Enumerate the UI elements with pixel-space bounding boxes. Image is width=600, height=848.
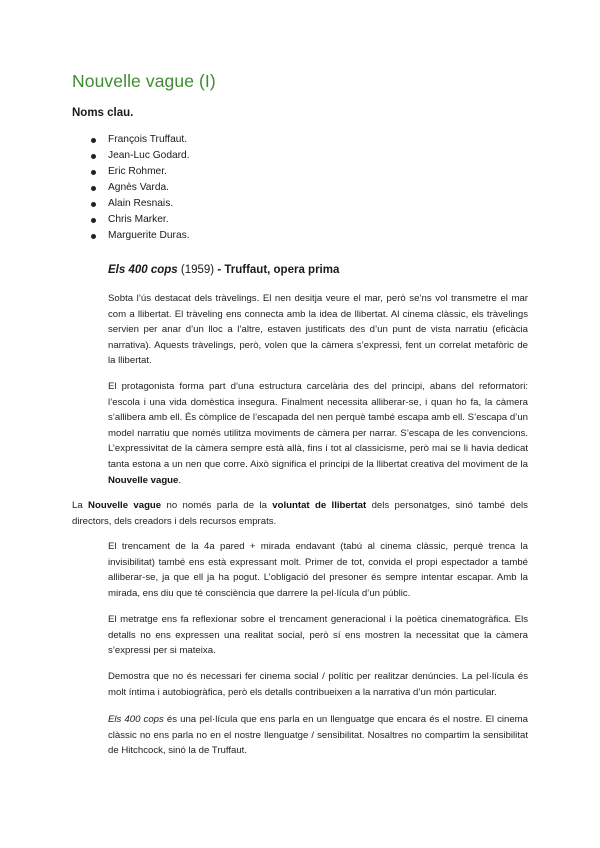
list-item: Jean-Luc Godard. — [90, 148, 190, 164]
film-heading — [108, 264, 339, 276]
bold-term: Nouvelle vague — [88, 500, 162, 511]
list-item: François Truffaut. — [90, 132, 190, 148]
key-names-heading: Noms clau. — [72, 107, 134, 119]
bold-term: voluntat de llibertat — [272, 500, 367, 511]
paragraph-social-cinema: Demostra que no és necessari fer cinema social / polític per realitzar denúncies. La pel·lícula és molt íntima i autobiogràfica, però els detalls contribueixen a la narrativa d’un món particular. — [108, 671, 528, 698]
italic-title: Els 400 cops — [108, 714, 164, 725]
paragraph-end: . — [178, 474, 182, 486]
text-fragment: dels personatges, sinó també dels directors, dels creadors i dels recursos emprats. — [72, 500, 528, 527]
list-item: Alain Resnais. — [90, 196, 190, 212]
list-item: Marguerite Duras. — [90, 228, 190, 244]
list-item: Eric Rohmer. — [90, 164, 190, 180]
paragraph-nouvelle-vague — [72, 498, 528, 529]
text-fragment: és una pel·lícula que ens parla en un llenguatge que encara és el nostre. El cinema clàssic no ens parla no en el nostre llenguatge / sensibilitat. Nosaltres no compartim la sensibilitat de Hitchcock, sinó la de Truffaut. — [108, 714, 528, 757]
film-subtitle: - Truffaut, opera prima — [214, 264, 340, 276]
paragraph-language — [108, 712, 528, 759]
text-fragment: no només parla de la — [161, 500, 273, 511]
film-year: (1959) — [177, 264, 215, 276]
paragraph-generational: El metratge ens fa reflexionar sobre el trencament generacional i la poètica cinematogràfica. Els detalls no ens expressen una realitat social, però sí ens mostren la necessitat que la càmera s’expressi per si mateixa. — [108, 614, 528, 657]
film-title: Els 400 cops — [108, 264, 178, 276]
list-item: Agnès Varda. — [90, 180, 190, 196]
key-names-list — [90, 132, 190, 244]
paragraph-text: El protagonista forma part d’una estructura carcelària des del principi, abans del reformatori: l’escola i una vida domèstica insegura. Finalment necessita alliberar-se, i quan ho fa, la càmera s’allibera amb ell. És còmplice de l’escapada del nen perquè també escapa amb ell. S’escapa d’un model narratiu que només utilitza moviments de càmera per narrar. S’escapa de les convencions. L’expressivitat de la càmera sempre està allà, fins i tot al classicisme, però mai se li havia dedicat tanta estona a un nen que corre. Això significa el principi de la llibertat creativa del moviment de la — [108, 381, 528, 470]
paragraph-protagonist — [108, 379, 528, 488]
page-title: Nouvelle vague (I) — [72, 71, 216, 91]
paragraph-travelings: Sobta l’ús destacat dels tràvelings. El nen desitja veure el mar, però se’ns vol transmetre el mar com a llibertat. El tràveling ens connecta amb la idea de llibertat. Al cinema clàssic, els tràvelings servien per anar d’un lloc a l’altre, estaven justificats des d’un punt de vista narratiu (eficàcia narrativa). Aquests tràvelings, però, volen que la càmera s’expressi, fent un correlat metafòric de la llibertat. — [108, 293, 528, 367]
text-fragment: La — [72, 500, 89, 511]
list-item: Chris Marker. — [90, 212, 190, 228]
bold-term: Nouvelle vague — [108, 474, 179, 486]
paragraph-fourth-wall: El trencament de la 4a pared + mirada endavant (tabú al cinema clàssic, perquè trenca la invisibilitat) també ens està expressant molt. Primer de tot, convida el propi espectador a també alliberar-se, ja que ell ja ha pogut. L’obligació del presoner és sempre intentar escapar. Amb la mirada, ens diu que té consciència que darrere la pel·lícula d’un públic. — [108, 541, 528, 599]
